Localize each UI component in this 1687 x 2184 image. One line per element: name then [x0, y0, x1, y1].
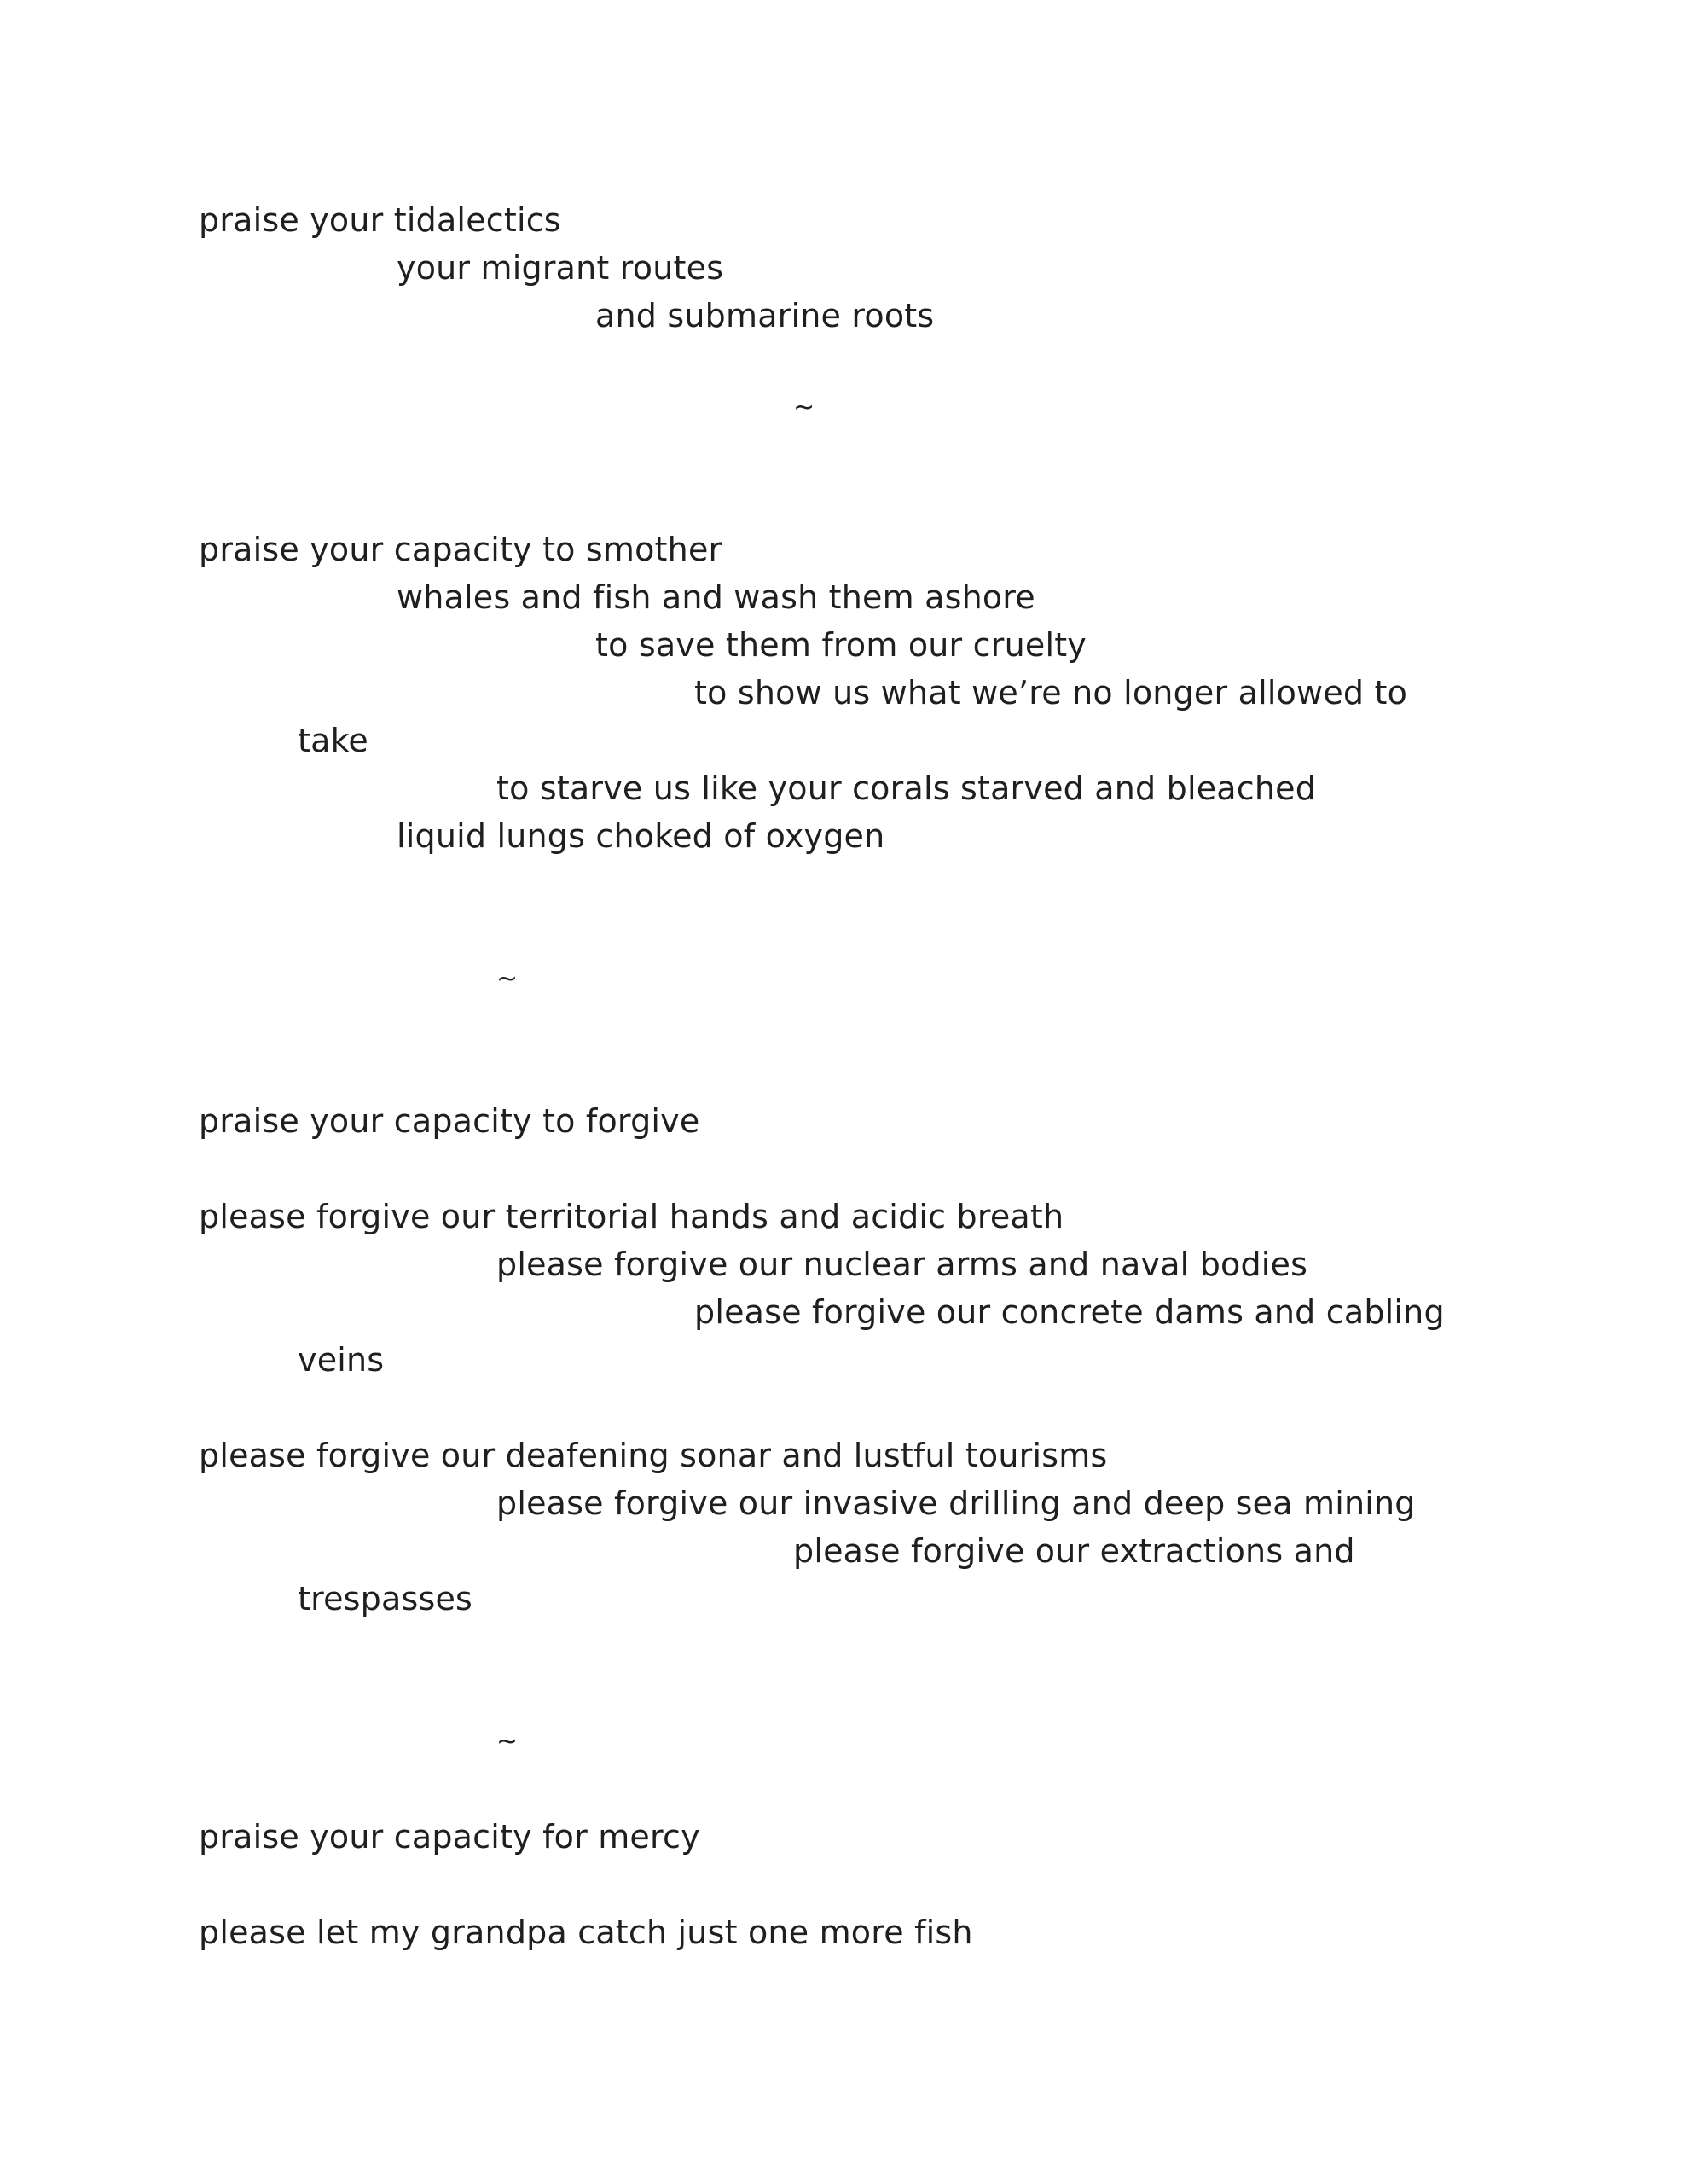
poem-line: to save them from our cruelty	[595, 626, 1087, 664]
poem-line: your migrant routes	[397, 249, 724, 287]
poem-line: please forgive our concrete dams and cabling	[694, 1293, 1445, 1331]
section-separator: ~	[496, 1727, 519, 1757]
poem-line: praise your capacity for mercy	[199, 1818, 700, 1856]
poem-line: trespasses	[298, 1580, 473, 1618]
poem-line: and submarine roots	[595, 297, 935, 334]
poem-line: please forgive our deafening sonar and lustful tourisms	[199, 1437, 1108, 1474]
poem-line: please forgive our territorial hands and acidic breath	[199, 1198, 1064, 1235]
section-separator: ~	[496, 964, 519, 994]
poem-line: to starve us like your corals starved and bleached	[496, 770, 1317, 807]
poem-line: whales and fish and wash them ashore	[397, 578, 1035, 616]
poem-line: veins	[298, 1341, 385, 1379]
poem-line: take	[298, 722, 369, 759]
poem-line: please forgive our nuclear arms and naval bodies	[496, 1246, 1308, 1283]
poem-line: to show us what we’re no longer allowed to	[694, 674, 1408, 712]
poem-line: praise your capacity to forgive	[199, 1102, 700, 1140]
poem-line: please let my grandpa catch just one more fish	[199, 1914, 973, 1951]
poem-line: please forgive our invasive drilling and deep sea mining	[496, 1484, 1416, 1522]
poem-line: please forgive our extractions and	[793, 1532, 1355, 1570]
poem-line: liquid lungs choked of oxygen	[397, 817, 885, 855]
section-separator: ~	[793, 392, 815, 422]
poem-line: praise your tidalectics	[199, 201, 561, 239]
poem-line: praise your capacity to smother	[199, 531, 722, 568]
